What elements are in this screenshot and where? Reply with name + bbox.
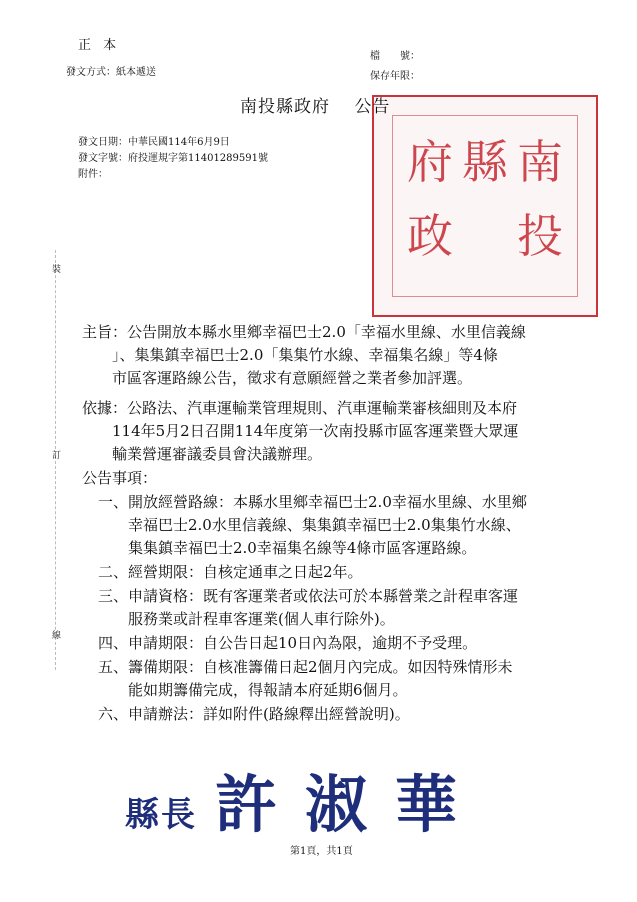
notice-item-line: 三、申請資格：既有客運業者或依法可於本縣營業之計程車客運	[98, 587, 519, 605]
basis-line: 輸業營運審議委員會決議辦理。	[82, 445, 323, 463]
notice-heading: 公告事項：	[82, 469, 158, 487]
signature-title: 縣長	[125, 795, 197, 835]
page-title: 南投縣政府 公告	[240, 97, 391, 117]
seal-column-right: 南投	[517, 135, 563, 263]
notice-item-line: 服務業或計程車客運業(個人車行除外)。	[98, 610, 395, 628]
official-seal	[372, 95, 598, 317]
reference-number: 發文字號：府投運規字第11401289591號	[78, 153, 268, 164]
notice-item-line: 幸福巴士2.0水里信義線、集集鎮幸福巴士2.0集集竹水線、	[98, 516, 521, 534]
notice-item-line: 五、籌備期限：自核准籌備日起2個月內完成。如因特殊情形未	[98, 658, 513, 676]
seal-column-left: 府政	[407, 135, 453, 263]
notice-item-line: 四、申請期限：自公告日起10日內為限，逾期不予受理。	[98, 634, 478, 652]
file-number: 檔 號：	[370, 51, 420, 62]
dispatch-date: 發文日期：中華民國114年6月9日	[78, 137, 230, 148]
subject-line: 」、集集鎮幸福巴士2.0「集集竹水線、幸福集名線」等4條	[82, 346, 498, 364]
basis-line: 依據：公路法、汽車運輸業管理規則、汽車運輸業審核細則及本府	[82, 399, 518, 417]
notice-item-line: 能如期籌備完成，得報請本府延期6個月。	[98, 681, 408, 699]
notice-item-line: 六、申請辦法：詳如附件(路線釋出經營說明)。	[98, 705, 410, 723]
attachment-label: 附件：	[78, 169, 108, 180]
notice-item-line: 集集鎮幸福巴士2.0幸福集名線等4條市區客運路線。	[98, 539, 477, 557]
signature	[125, 755, 485, 844]
copy-mark: 正 本	[78, 38, 121, 53]
retention-period: 保存年限：	[370, 71, 420, 82]
notice-item-line: 一、開放經營路線：本縣水里鄉幸福巴士2.0幸福水里線、水里鄉	[98, 493, 527, 511]
binding-mark-ding: 訂	[52, 451, 62, 461]
binding-mark-xian: 線	[52, 631, 62, 641]
seal-column-middle: 縣	[462, 135, 508, 189]
basis-line: 114年5月2日召開114年度第一次南投縣市區客運業暨大眾運	[82, 422, 519, 440]
page-number: 第1頁，共1頁	[290, 846, 353, 857]
subject-line: 主旨：公告開放本縣水里鄉幸福巴士2.0「幸福水里線、水里信義線	[82, 323, 526, 341]
signature-name: 許淑華	[215, 768, 486, 841]
notice-item-line: 二、經營期限：自核定通車之日起2年。	[98, 563, 363, 581]
send-method: 發文方式：紙本遞送	[66, 67, 156, 78]
binding-mark-zhuang: 裝	[52, 265, 62, 275]
subject-line: 市區客運路線公告，徵求有意願經營之業者參加評選。	[82, 369, 473, 387]
